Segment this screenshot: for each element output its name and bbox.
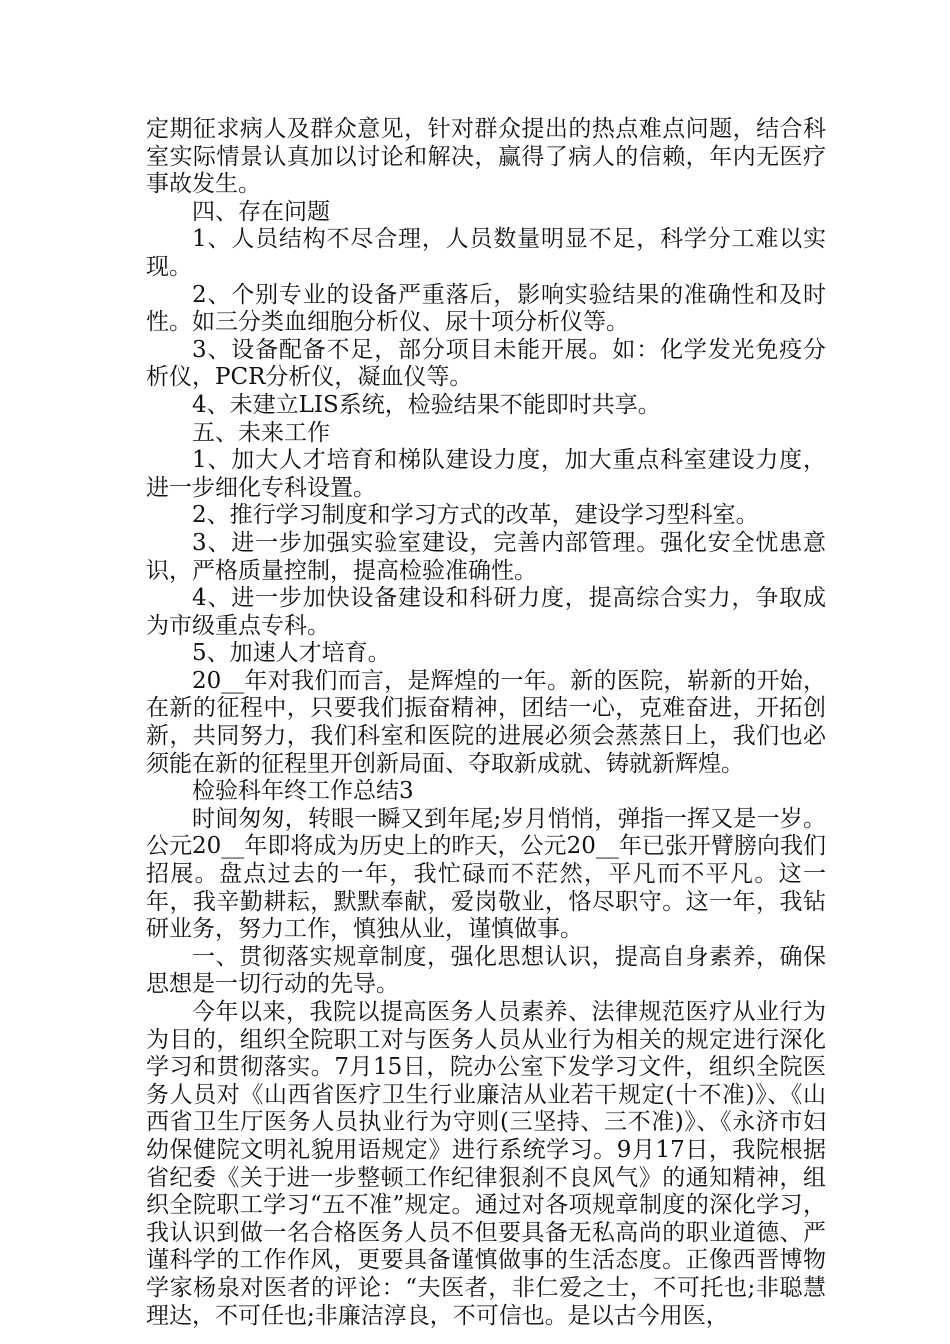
paragraph-future-4: 4、进一步加快设备建设和科研力度，提高综合实力，争取成为市级重点专科。 bbox=[146, 585, 826, 639]
document-page bbox=[146, 116, 826, 1330]
paragraph-problem-4: 4、未建立LIS系统，检验结果不能即时共享。 bbox=[192, 391, 661, 418]
paragraph-regulations-body: 今年以来，我院以提高医务人员素养、法律规范医疗从业行为为目的，组织全院职工对与医务人员从业行为相关的规定进行深化学习和贯彻落实。7月15日，院办公室下发学习文件，组织全院医务人员对《山西省医疗卫生行业廉洁从业若干规定(十不准)》、《山西省卫生厅医务人员执业行为守则(三坚持、三不准)》、《永济市妇幼保健院文明礼貌用语规定》进行系统学习。9月17日，我院根据省纪委《关于进一步整顿工作纪律狠刹不良风气》的通知精神，组织全院职工学习“五不准”规定。通过对各项规章制度的深化学习，我认识到做一名合格医务人员不但要具备无私高尚的职业道德、严谨科学的工作作风，更要具备谨慎做事的生活态度。正像西晋博物学家杨泉对医者的评论：“夫医者，非仁爱之士，不可托也;非聪慧理达，不可任也;非廉洁淳良，不可信也。是以古今用医， bbox=[146, 999, 826, 1329]
paragraph-continuation: 定期征求病人及群众意见，针对群众提出的热点难点问题，结合科室实际情景认真加以讨论和解决，赢得了病人的信赖，年内无医疗事故发生。 bbox=[146, 116, 826, 198]
section-heading-problems: 四、存在问题 bbox=[192, 198, 330, 225]
document-subtitle: 检验科年终工作总结3 bbox=[192, 778, 414, 805]
paragraph-conclusion: 20__年对我们而言，是辉煌的一年。新的医院，崭新的开始，在新的征程中，只要我们振奋精神，团结一心，克难奋进，开拓创新，共同努力，我们科室和医院的进展必须会蒸蒸日上，我们也必须能在新的征程里开创新局面、夺取新成就、铸就新辉煌。 bbox=[146, 667, 826, 777]
section-heading-regulations: 一、贯彻落实规章制度，强化思想认识，提高自身素养，确保思想是一切行动的先导。 bbox=[146, 943, 826, 998]
section-heading-future-work: 五、未来工作 bbox=[192, 419, 330, 446]
paragraph-problem-3: 3、设备配备不足，部分项目未能开展。如：化学发光免疫分析仪，PCR分析仪，凝血仪等。 bbox=[146, 336, 826, 391]
paragraph-future-2: 2、推行学习制度和学习方式的改革，建设学习型科室。 bbox=[192, 502, 759, 529]
paragraph-problem-1: 1、人员结构不尽合理，人员数量明显不足，科学分工难以实现。 bbox=[146, 226, 826, 280]
paragraph-future-1: 1、加大人才培育和梯队建设力度，加大重点科室建设力度，进一步细化专科设置。 bbox=[146, 447, 826, 501]
paragraph-future-3: 3、进一步加强实验室建设，完善内部管理。强化安全忧患意识，严格质量控制，提高检验准确性。 bbox=[146, 529, 826, 584]
paragraph-problem-2: 2、个别专业的设备严重落后，影响实验结果的准确性和及时性。如三分类血细胞分析仪、尿十项分析仪等。 bbox=[146, 281, 826, 336]
paragraph-future-5: 5、加速人才培育。 bbox=[192, 640, 391, 667]
paragraph-intro: 时间匆匆，转眼一瞬又到年尾;岁月悄悄，弹指一挥又是一岁。公元20__年即将成为历史上的昨天，公元20__年已张开臂膀向我们招展。盘点过去的一年，我忙碌而不茫然，平凡而不平凡。这一年，我辛勤耕耘，默默奉献，爱岗敬业，恪尽职守。这一年，我钻研业务，努力工作，慎独从业，谨慎做事。 bbox=[146, 805, 826, 943]
